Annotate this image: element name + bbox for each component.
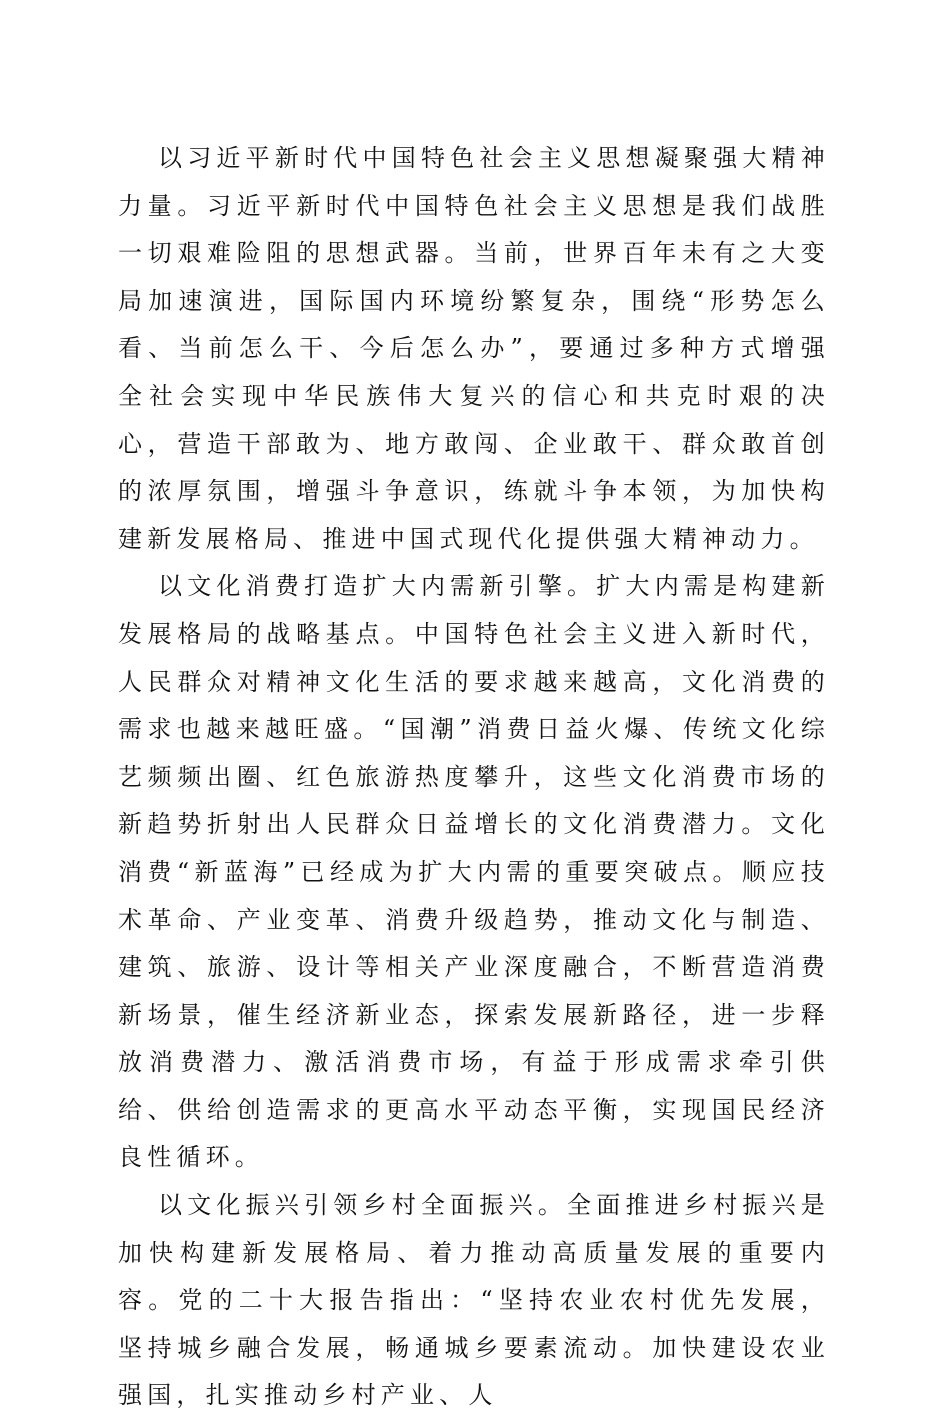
paragraph-rural-revitalization: 以文化振兴引领乡村全面振兴。全面推进乡村振兴是加快构建新发展格局、着力推动高质量发展的重要内容。党的二十大报告指出：“坚持农业农村优先发展，坚持城乡融合发展，畅通城乡要素流动。加快建设农业强国，扎实推动乡村产业、人 [118,1191,830,1410]
document-body [118,135,830,1420]
paragraph-ideology: 以习近平新时代中国特色社会主义思想凝聚强大精神力量。习近平新时代中国特色社会主义思想是我们战胜一切艰难险阻的思想武器。当前，世界百年未有之大变局加速演进，国际国内环境纷繁复杂，围绕“形势怎么看、当前怎么干、今后怎么办”，要通过多种方式增强全社会实现中华民族伟大复兴的信心和共克时艰的决心，营造干部敢为、地方敢闯、企业敢干、群众敢首创的浓厚氛围，增强斗争意识，练就斗争本领，为加快构建新发展格局、推进中国式现代化提供强大精神动力。 [118,144,830,553]
paragraph-cultural-consumption: 以文化消费打造扩大内需新引擎。扩大内需是构建新发展格局的战略基点。中国特色社会主义进入新时代，人民群众对精神文化生活的要求越来越高，文化消费的需求也越来越旺盛。“国潮”消费日益火爆、传统文化综艺频频出圈、红色旅游热度攀升，这些文化消费市场的新趋势折射出人民群众日益增长的文化消费潜力。文化消费“新蓝海”已经成为扩大内需的重要突破点。顺应技术革命、产业变革、消费升级趋势，推动文化与制造、建筑、旅游、设计等相关产业深度融合，不断营造消费新场景，催生经济新业态，探索发展新路径，进一步释放消费潜力、激活消费市场，有益于形成需求牵引供给、供给创造需求的更高水平动态平衡，实现国民经济良性循环。 [118,572,830,1172]
